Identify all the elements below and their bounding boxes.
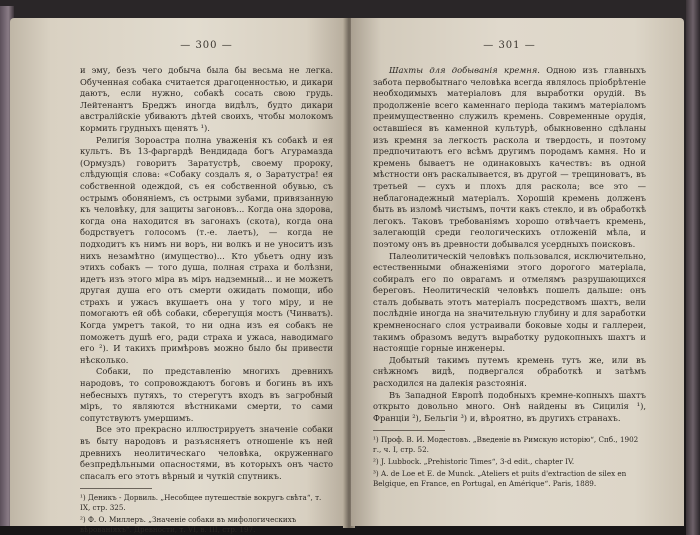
footnote-rule	[373, 430, 445, 431]
right-paragraph: Въ Западной Европѣ подобныхъ кремне-копныхъ шахтъ открыто довольно много. Онѣ найдены въ Сицилія ¹), Франціи ²), Бельгіи ³) и, вѣроятно, въ другихъ странахъ.	[373, 389, 646, 423]
right-footnote: ²) J. Lubbock. „Prehistoric Times“, 3-d edit., chapter IV.	[373, 457, 575, 467]
left-page	[10, 18, 347, 535]
left-page-body	[80, 65, 333, 482]
right-page	[351, 18, 684, 526]
right-first-paragraph	[373, 65, 646, 251]
right-footnote: ³) A. de Loe et E. de Munck. „Ateliers et puits d'extraction de silex en Belgique, en France, en Portugal, en Amérique“. Paris, 1889.	[373, 469, 627, 489]
right-paragraph: Добытый такимъ путемъ кремень тутъ же, или въ снѣжномъ видѣ, подвергался обработкѣ и затѣмъ расходился на далекія разстоянія.	[373, 354, 646, 389]
right-page-number: — 301 —	[483, 40, 536, 51]
section-heading: Шахты для добыванія кремня.	[389, 65, 540, 75]
left-paragraph: Все это прекрасно иллюстрируетъ значеніе собаки въ быту народовъ и разъясняетъ отношеніе къ ней древнихъ неолитическаго человѣка, окруженнаго безпредѣльными опасностями, въ которыхъ онъ часто спасалъ его этотъ вѣрный и чуткій спутникъ.	[80, 424, 333, 481]
left-paragraph: Религія Зороастра полна уваженія къ собакѣ и ея культъ. Въ 13-фаргардѣ Вендидада богъ Агурамазда (Ормуздъ) говоритъ Заратустрѣ, своему пророку, слѣдующія слова: «Собаку создалъ я, о Заратустра! ея собственной одеждой, съ ея собственной обувью, съ острымъ обоняніемъ, съ острыми зубами, привязанную къ человѣку, для защиты загоновъ... Когда она здорова, когда она находится въ загонахъ (скота), когда она бодрствуетъ голосомъ (т.-е. лаетъ), — когда не подходитъ къ нимъ ни воръ, ни волкъ и не уноситъ изъ нихъ незамѣтно (имущество)... Кто убьетъ одну изъ этихъ собакъ — того душа, полная страха и болѣзни, идетъ изъ этого міра въ міръ надземный... и не можетъ другая душа его отъ смерти ожидать помощи, ибо страхъ и ужасъ вкушаетъ она у того міру, и не помогаютъ ей обѣ собаки, сберегущія мостъ (Чинватъ). Когда умретъ такой, то ни одна изъ ея собакъ не поможетъ душѣ его, ради страха и ужаса, наводимаго его ²). И такихъ примѣровъ можно было бы привести нѣсколько.	[80, 134, 333, 365]
left-footnote: ²) Ф. О. Миллеръ. „Значеніе собаки въ мифологическихъ вѣрованіяхъ“. Древности, т. VI, в. III, стр. 197.	[80, 515, 297, 535]
right-page-body	[373, 65, 646, 424]
right-paragraph: Палеолитическій человѣкъ пользовался, исключительно, естественными обнаженіями этого дорогого матеріала, собиралъ его по оврагамъ и отмелямъ разрушающихся береговъ. Неолитическій человѣкъ пошелъ дальше: онъ сталъ добывать этотъ матеріалъ посредствомъ шахтъ, вели послѣдніе иногда на значительную глубину и для заработки кремненоснаго слоя устраивали боковые ходы и галлереи, такимъ образомъ ведутъ выработку рудокопныхъ шахтъ и настоящіе горные инженеры.	[373, 250, 646, 354]
book-cover-right-edge	[686, 0, 700, 535]
left-paragraph: Собаки, по представленію многихъ древнихъ народовъ, то сопровождаютъ боговъ и богинь въ ихъ небесныхъ путяхъ, то стерегутъ входъ въ загробный міръ, то являются вѣстниками смерти, то сами сопутствуютъ умершимъ.	[80, 366, 333, 423]
right-first-paragraph-text: Одною изъ главныхъ забота первобытнаго человѣка всегда являлось пріобрѣтеніе необходимыхъ матеріаловъ для выработки орудій. Въ продолженіе всего каменнаго періода такимъ матеріаломъ преимущественно служилъ кремень. Современные орудія, оставшіеся въ каменной культурѣ, обыкновенно сдѣланы изъ кремня за легкость раскола и твердость, и поэтому предпочитаютъ его всѣмъ другимъ породамъ камня. Но и кремень бываетъ не одинаковыхъ качествъ: въ одной мѣстности онъ раскалывается, въ другой — трещиноватъ, въ третьей — сухъ и плохъ для раскола; все это — неблагонадежный матеріалъ. Хорошій кремень долженъ быть въ изломѣ чистымъ, почти какъ стекло, и въ обработкѣ легокъ. Таковъ требованіямъ хорошо отвѣчаетъ кремень, залегающій среди геологическихъ отложеній мѣла, и поэтому онъ въ древности добывался усердныхъ поисковъ.	[373, 65, 646, 249]
footnote-rule	[80, 488, 152, 489]
left-paragraph: и эму, безъ чего добыча была бы весьма не легка. Обученная собака считается драгоценностью, и дикари даютъ, если нужно, собакѣ сосать свою грудь. Лейтенантъ Бреджъ иногда видѣлъ, будто дикари австралійскіе убиваютъ дѣтей своихъ, чтобы молокомъ кормить грудныхъ щенятъ ¹).	[80, 65, 333, 133]
left-page-number: — 300 —	[180, 40, 233, 51]
left-footnote: ¹) Деникъ - Дорвиль. „Несобщее путешествіе вокругъ свѣта“, т. IX, стр. 325.	[80, 493, 322, 513]
right-footnote: ¹) Проф. В. И. Модестовъ. „Введеніе въ Римскую исторію“, Спб., 1902 г., ч. I, стр. 52.	[373, 435, 639, 455]
